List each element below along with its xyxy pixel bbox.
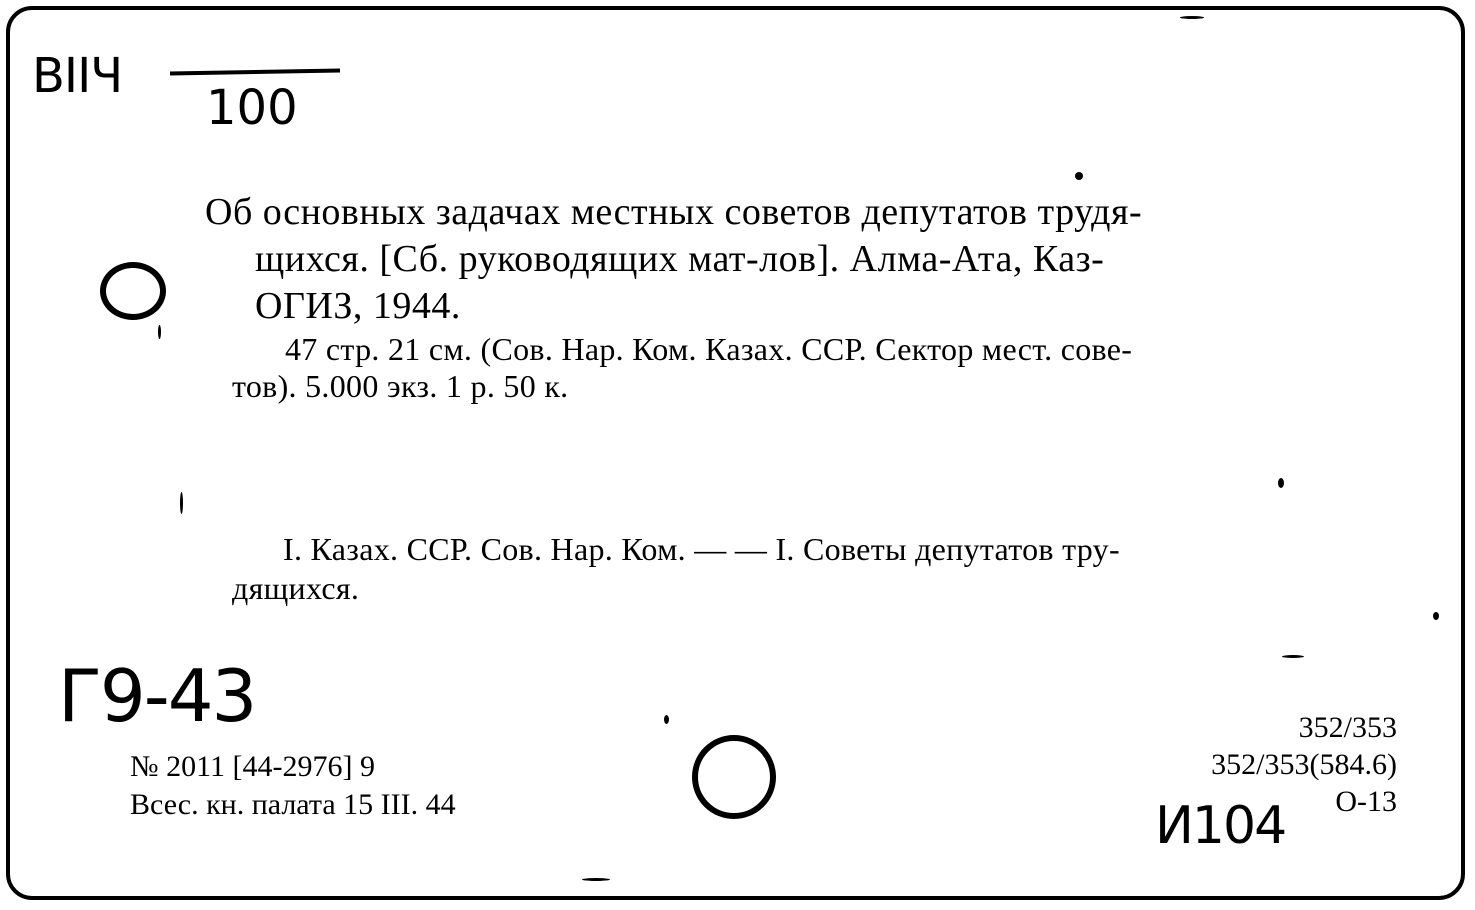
classification-2: 352/353(584.6)	[1211, 748, 1397, 781]
scan-speck	[664, 715, 669, 724]
footer-chamber-date: Всес. кн. палата 15 III. 44	[130, 788, 456, 821]
scan-speck	[1282, 655, 1304, 658]
title-line-3: ОГИЗ, 1944.	[255, 285, 461, 327]
title-line-1: Об основных задачах местных советов депутатов трудя-	[205, 191, 1143, 233]
scan-speck	[1433, 612, 1439, 620]
shelf-mark: ВIIЧ	[32, 48, 123, 104]
scan-speck	[582, 878, 610, 881]
title-line-2: щихся. [Сб. руководящих мат-лов]. Алма-Ата, Каз-	[255, 238, 1105, 280]
scan-speck	[1180, 16, 1204, 19]
scan-speck	[158, 325, 161, 339]
physical-line-2: тов). 5.000 экз. 1 р. 50 к.	[232, 368, 569, 404]
subject-line-2: дящихся.	[232, 570, 360, 606]
footer-record-number: № 2011 [44-2976] 9	[130, 750, 375, 783]
punch-hole-left	[100, 262, 166, 320]
physical-line-1: 47 стр. 21 см. (Сов. Нар. Ком. Казах. ССР. Сектор мест. сове-	[285, 331, 1133, 367]
scan-speck	[180, 492, 183, 514]
scan-speck	[1075, 172, 1083, 180]
location-mark: И104	[1155, 796, 1286, 856]
subject-line-1: I. Казах. ССР. Сов. Нар. Ком. — — I. Советы депутатов тру-	[283, 531, 1120, 567]
shelf-number: 100	[206, 80, 298, 136]
registration-mark: Г9-43	[58, 654, 256, 738]
classification-3: О-13	[1335, 785, 1397, 818]
scan-speck	[1278, 478, 1284, 488]
punch-hole-bottom	[692, 735, 776, 819]
classification-1: 352/353	[1298, 711, 1397, 744]
